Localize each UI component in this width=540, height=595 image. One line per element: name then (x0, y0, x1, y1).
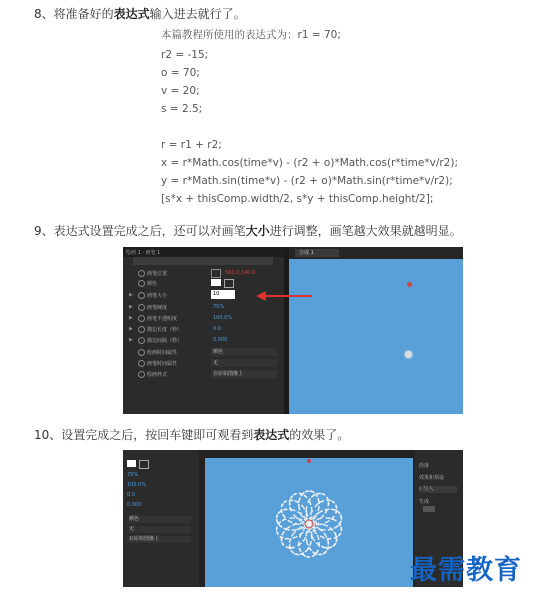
particle (331, 518, 333, 520)
particle (335, 520, 337, 522)
step-9-text: 9、表达式设置完成之后，还可以对画笔大小进行调整，画笔越大效果就越明显。 (34, 224, 462, 238)
particle (323, 524, 325, 526)
particle (327, 504, 329, 506)
particle (294, 553, 296, 555)
particle (300, 523, 302, 525)
particle (276, 519, 278, 521)
particle (315, 532, 317, 534)
particle (333, 502, 335, 504)
particle (307, 544, 309, 546)
particle (326, 509, 328, 511)
particle (325, 522, 327, 524)
particle (321, 523, 323, 525)
spirograph-particles (205, 458, 413, 587)
particle (318, 554, 320, 556)
particle (294, 523, 296, 525)
particle (318, 506, 320, 508)
particle (316, 495, 318, 497)
particle (292, 524, 294, 526)
particle (299, 528, 301, 530)
panel-title: 效果和预设 (419, 475, 445, 481)
particle (301, 493, 303, 495)
code-line: x = r*Math.cos(time*v) - (r2 + o)*Math.cos(r*time*v/r2); (161, 157, 458, 169)
particle (327, 548, 329, 550)
particle (281, 542, 283, 544)
brush-point[interactable] (405, 351, 412, 358)
code-line: r = r1 + r2; (161, 139, 222, 151)
particle (298, 524, 300, 526)
value-text[interactable]: 0.000 (127, 502, 142, 508)
particle (316, 552, 318, 554)
particle (323, 537, 325, 539)
expand-triangle-icon[interactable]: ▶ (129, 337, 133, 343)
particle (317, 509, 319, 511)
particle (295, 529, 297, 531)
particle (304, 517, 306, 519)
particle (313, 492, 315, 494)
particle (306, 540, 308, 542)
particle (298, 507, 300, 509)
stopwatch-icon[interactable] (138, 292, 145, 299)
particle (306, 539, 308, 541)
property-row[interactable]: ▶ 画笔硬度 75% (129, 304, 225, 311)
particle (288, 520, 290, 522)
particle (336, 540, 338, 542)
particle (279, 521, 281, 523)
particle (302, 522, 304, 524)
particle (293, 529, 295, 531)
particle (304, 528, 306, 530)
particle (317, 535, 319, 537)
particle (309, 522, 311, 524)
particle (314, 515, 316, 517)
panel-header: 绘画 1 · 画笔 1 (123, 247, 284, 257)
particle (336, 507, 338, 509)
dropdown[interactable]: 无 (211, 359, 277, 367)
expand-triangle-icon[interactable]: ▶ (129, 304, 133, 310)
particle (292, 509, 294, 511)
particle (319, 493, 321, 495)
code-line: o = 70; (161, 67, 200, 79)
particle (312, 551, 314, 553)
particle (309, 529, 311, 531)
particle (290, 547, 292, 549)
particle (318, 538, 320, 540)
particle (304, 537, 306, 539)
particle (316, 524, 318, 526)
particle (298, 505, 300, 507)
dropdown[interactable]: 无 (127, 526, 191, 533)
particle (310, 503, 312, 505)
particle (302, 506, 304, 508)
panel-title: 段落 (419, 463, 430, 469)
particle (298, 543, 300, 545)
particle (283, 528, 285, 530)
step-10-text: 10、设置完成之后，按回车键即可观看到表达式的效果了。 (34, 428, 350, 442)
particle (309, 498, 311, 500)
particle (291, 517, 293, 519)
particle (315, 515, 317, 517)
particle (321, 530, 323, 532)
particle (296, 536, 298, 538)
particle (335, 510, 337, 512)
particle (303, 507, 305, 509)
particle (301, 516, 303, 518)
stopwatch-icon[interactable] (138, 315, 145, 322)
particle (335, 512, 337, 514)
particle (303, 492, 305, 494)
step-8-text: 8、将准备好的表达式输入进去就行了。 (34, 7, 246, 21)
particle (303, 529, 305, 531)
particle (299, 509, 301, 511)
particle (318, 501, 320, 503)
particle (311, 537, 313, 539)
particle (297, 545, 299, 547)
property-row[interactable]: 画笔位置 560.0,340.0 (123, 269, 284, 278)
property-row[interactable]: 绘画时间属性 颜色 (123, 348, 284, 357)
particle (286, 508, 288, 510)
particle (311, 507, 313, 509)
particle (298, 541, 300, 543)
particle (309, 544, 311, 546)
particle (294, 510, 296, 512)
eyedropper-icon[interactable] (139, 460, 149, 469)
stopwatch-icon[interactable] (138, 337, 145, 344)
particle (305, 535, 307, 537)
particle (306, 542, 308, 544)
stopwatch-icon[interactable] (138, 280, 145, 287)
particle (282, 514, 284, 516)
particle (328, 508, 330, 510)
particle (320, 536, 322, 538)
particle (325, 536, 327, 538)
search-icon: ⌕ (419, 486, 422, 492)
particle (306, 506, 308, 508)
property-row[interactable]: ▶ 描边长度（秒） 0.0 (129, 326, 221, 333)
particle (309, 502, 311, 504)
particle (329, 529, 331, 531)
particle (300, 526, 302, 528)
particle (297, 502, 299, 504)
particle (327, 538, 329, 540)
particle (305, 551, 307, 553)
particle (335, 535, 337, 537)
particle (295, 493, 297, 495)
particle (313, 539, 315, 541)
code-line: s = 2.5; (161, 103, 203, 115)
particle (276, 514, 278, 516)
particle (289, 544, 291, 546)
particle (315, 527, 317, 529)
value-text[interactable]: 75% (127, 472, 139, 478)
particle (318, 512, 320, 514)
color-swatch[interactable] (211, 279, 221, 286)
particle (341, 529, 343, 531)
particle (339, 513, 341, 515)
dropdown[interactable]: 颜色 (127, 516, 191, 523)
particle (325, 524, 327, 526)
particle (290, 538, 292, 540)
effect-icon[interactable] (423, 506, 435, 512)
particle (300, 533, 302, 535)
particle (299, 534, 301, 536)
particle (281, 510, 283, 512)
particle (309, 531, 311, 533)
particle (325, 512, 327, 514)
stopwatch-icon[interactable] (138, 371, 145, 378)
color-swatch[interactable] (127, 460, 136, 467)
particle (293, 532, 295, 534)
particle (338, 534, 340, 536)
screenshot-brush-settings (123, 247, 463, 414)
particle (299, 548, 301, 550)
brush-size-input[interactable]: 10 (211, 290, 235, 299)
particle (313, 520, 315, 522)
search-input[interactable]: ⌕ 写入 (419, 486, 457, 493)
particle (318, 545, 320, 547)
particle (276, 527, 278, 529)
particle (328, 543, 330, 545)
composition-canvas[interactable] (205, 458, 413, 587)
particle (305, 533, 307, 535)
particle (316, 542, 318, 544)
particle (313, 518, 315, 520)
dropdown[interactable]: 颜色 (211, 348, 277, 356)
particle (279, 524, 281, 526)
particle (294, 531, 296, 533)
composition-canvas[interactable] (289, 259, 463, 414)
particle (306, 508, 308, 510)
tab-composition[interactable]: 合成 1 (295, 249, 339, 257)
particle (322, 536, 324, 538)
particle (334, 527, 336, 529)
particle (302, 554, 304, 556)
particle (302, 540, 304, 542)
particle (297, 528, 299, 530)
particle (289, 521, 291, 523)
particle (321, 546, 323, 548)
particle (280, 536, 282, 538)
composition-panel (289, 247, 463, 414)
particle (292, 529, 294, 531)
particle (329, 500, 331, 502)
particle (318, 542, 320, 544)
value-text[interactable]: 0.0 (127, 492, 135, 498)
property-row[interactable]: ▶ 描边间隔（秒） 0.000 (129, 337, 228, 344)
particle (322, 500, 324, 502)
particle (310, 516, 312, 518)
particle (285, 538, 287, 540)
particle (293, 537, 295, 539)
property-row[interactable]: ▶ 画笔不透明度 100.0% (129, 315, 233, 322)
particle (308, 547, 310, 549)
particle (326, 525, 328, 527)
particle (276, 531, 278, 533)
particle (332, 529, 334, 531)
particle (288, 529, 290, 531)
stopwatch-icon[interactable] (138, 349, 145, 356)
particle (300, 512, 302, 514)
particle (293, 514, 295, 516)
particle (318, 508, 320, 510)
stopwatch-icon[interactable] (138, 360, 145, 367)
particle (311, 510, 313, 512)
code-line: r2 = -15; (161, 49, 209, 61)
code-line: v = 20; (161, 85, 200, 97)
code-line: [s*x + thisComp.width/2, s*y + thisComp.height/2]; (161, 193, 434, 205)
particle (291, 550, 293, 552)
particle (339, 523, 341, 525)
particle (306, 556, 308, 558)
column-header (133, 257, 273, 265)
particle (328, 529, 330, 531)
property-row[interactable]: 画笔时间属性 无 (123, 359, 284, 368)
tree-item[interactable]: 生成 (419, 499, 430, 505)
particle (305, 510, 307, 512)
particle (290, 517, 292, 519)
particle (320, 518, 322, 520)
particle (298, 504, 300, 506)
particle (324, 529, 326, 531)
particle (299, 519, 301, 521)
particle (319, 528, 321, 530)
particle (313, 530, 315, 532)
particle (340, 525, 342, 527)
property-row-brush-size[interactable]: ▶ 画笔大小 10 (123, 291, 284, 300)
particle (297, 511, 299, 513)
particle (310, 513, 312, 515)
particle (304, 519, 306, 521)
particle (306, 531, 308, 533)
particle (281, 538, 283, 540)
particle (341, 518, 343, 520)
expand-triangle-icon[interactable]: ▶ (129, 292, 133, 298)
particle (334, 537, 336, 539)
property-row[interactable]: 颜色 (123, 279, 284, 288)
particle (312, 555, 314, 557)
red-arrow-icon (254, 289, 314, 303)
eyedropper-icon[interactable] (224, 279, 234, 288)
particle (317, 519, 319, 521)
crosshair-icon[interactable] (211, 269, 221, 278)
particle (327, 517, 329, 519)
particle (326, 517, 328, 519)
particle (293, 517, 295, 519)
particle (323, 553, 325, 555)
particle (300, 553, 302, 555)
particle (313, 494, 315, 496)
dropdown[interactable]: 在原始图像上 (127, 536, 191, 543)
particle (299, 536, 301, 538)
dropdown[interactable]: 在原始图像上 (211, 370, 277, 378)
particle (283, 531, 285, 533)
particle (317, 527, 319, 529)
particle (289, 526, 291, 528)
code-intro: 本篇教程所使用的表达式为：r1 = 70; (161, 29, 341, 41)
particle (327, 499, 329, 501)
particle (309, 517, 311, 519)
particle (289, 541, 291, 543)
particle (320, 523, 322, 525)
watermark-logo: 最需教育 (410, 555, 522, 586)
particle (301, 519, 303, 521)
particle (317, 537, 319, 539)
effect-controls-panel (123, 450, 199, 587)
particle (310, 541, 312, 543)
particle (289, 507, 291, 509)
particle (289, 501, 291, 503)
value-text[interactable]: 100.0% (127, 482, 147, 488)
anchor-point[interactable] (407, 282, 412, 287)
particle (303, 516, 305, 518)
property-row[interactable]: 绘画样式 在原始图像上 (123, 370, 284, 379)
expand-triangle-icon[interactable]: ▶ (129, 326, 133, 332)
particle (314, 530, 316, 532)
stopwatch-icon[interactable] (138, 326, 145, 333)
particle (332, 545, 334, 547)
particle (317, 523, 319, 525)
particle (311, 535, 313, 537)
stopwatch-icon[interactable] (138, 304, 145, 311)
particle (315, 521, 317, 523)
particle (324, 494, 326, 496)
particle (305, 514, 307, 516)
particle (291, 495, 293, 497)
particle (329, 517, 331, 519)
particle (306, 496, 308, 498)
particle (318, 518, 320, 520)
particle (282, 503, 284, 505)
particle (285, 518, 287, 520)
particle (318, 502, 320, 504)
particle (307, 490, 309, 492)
effect-controls-panel (123, 247, 284, 414)
particle (321, 516, 323, 518)
code-line: y = r*Math.sin(time*v) - (r2 + o)*Math.sin(r*time*v/r2); (161, 175, 453, 187)
particle (299, 497, 301, 499)
particle (285, 500, 287, 502)
expand-triangle-icon[interactable]: ▶ (129, 315, 133, 321)
particle (328, 547, 330, 549)
anchor-point[interactable] (307, 459, 311, 463)
particle (292, 499, 294, 501)
particle (286, 546, 288, 548)
stopwatch-icon[interactable] (138, 270, 145, 277)
particle (321, 510, 323, 512)
